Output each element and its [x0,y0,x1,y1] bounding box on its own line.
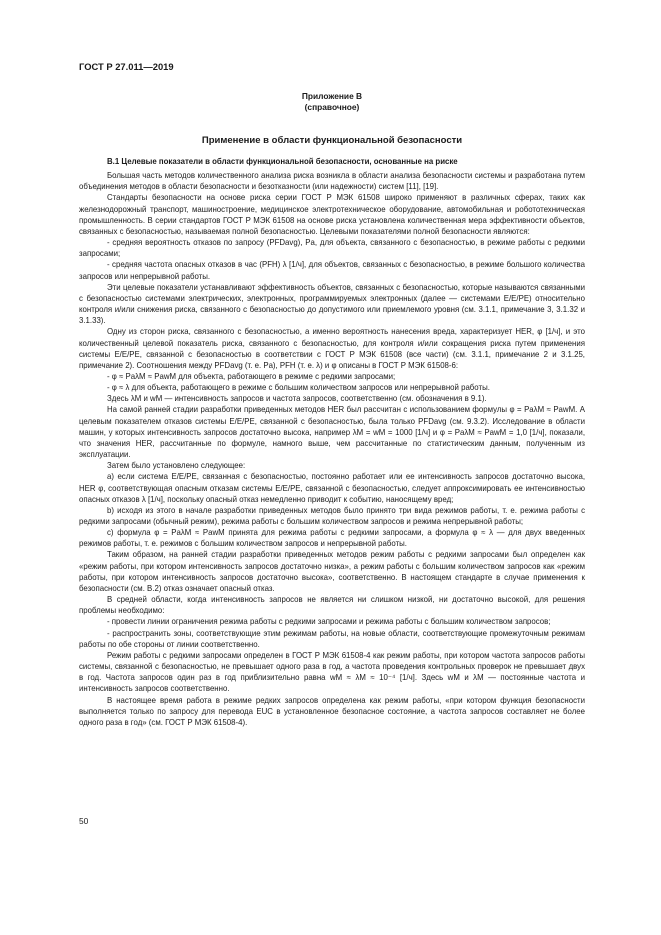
paragraph: - провести линии ограничения режима работы с редкими запросами и режима работы с большим количеством запросов; [107,617,551,627]
paragraph: а) если система E/E/PE, связанная с безопасностью, постоянно работает или ее интенсивность запросов достаточно высока, HER φ, соответствующая опасным отказам системы E/E/PE, связанной с безопасностью, следует аппроксимировать ее интенсивностью опасных отказов λ [1/ч], поскольку опасный отказ немедленно приводит к событию, наносящему вред; [79,472,585,504]
annex-title: Применение в области функциональной безопасности [201,135,463,146]
paragraph: Большая часть методов количественного анализа риска возникла в области анализа безопасности системы и разработана путем объединения методов в области безопасности и безотказности (или надежности) систем [11], [19]. [79,171,585,192]
paragraph: b) исходя из этого в начале разработки приведенных методов было принято три вида режимов работы, т. е. режима работы с редкими запросами (обычный режим), режима работы с большим количеством запросов и режима непрерывной работы; [79,505,585,526]
paragraph: - φ ≈ PaλM ≈ PawM для объекта, работающего в режиме с редкими запросами; [107,371,396,381]
annex-label: Приложение В [301,91,363,101]
paragraph: Режим работы с редкими запросами определен в ГОСТ Р МЭК 61508-4 как режим работы, при котором частота запросов работы системы, связанной с безопасностью, не превышает одного раза в год, а частота проведения контрольных проверок не превышает двух в год. Частота запросов один раз в год приблизительно равна wM ≈ λM ≈ 10⁻⁴ [1/ч]. Здесь wM и λM — постоянные частота и интенсивность запросов соответственно. [79,650,585,694]
paragraph: - φ ≈ λ для объекта, работающего в режиме с большим количеством запросов или непрерывной работы. [107,383,490,393]
paragraph: Одну из сторон риска, связанного с безопасностью, а именно вероятность нанесения вреда, характеризует HER, φ [1/ч], и это количественный целевой показатель риска, связанного с безопасностью, для контроля и/или сокращения риска путем применения системы E/E/PE, связанной с безопасностью в соответствии с ГОСТ Р МЭК 61508 (все части) (см. 3.1.1, примечание 2 и 3.1.25, примечание 2). Соотношения между PFDavg (т. е. Pa), PFH (т. е. λ) и φ описаны в ГОСТ Р МЭК 61508-6: [79,327,585,370]
annex-type: (справочное) [304,102,360,112]
paragraph: Стандарты безопасности на основе риска серии ГОСТ Р МЭК 61508 широко применяют в различных сферах, таких как железнодорожный транспорт, машиностроение, медицинское электротехническое оборудование, автомобильная и робототехническая промышленность. В серии стандартов ГОСТ Р МЭК 61508 на основе риска установлена количественная мера эффективности объектов, связанных с безопасностью, называемая полной безопасностью. Целевыми показателями полной безопасности являются: [79,193,585,236]
paragraph: c) формула φ = PaλM ≈ PawM принята для режима работы с редкими запросами, а формула φ ≈ λ — для двух введенных режимов работы, т. е. режимов с большим количеством запросов и непрерывной работы. [79,528,585,549]
paragraph: В настоящее время работа в режиме редких запросов определена как режим работы, «при котором функция безопасности выполняется только по запросу для перевода EUC в установленное безопасное состояние, а частота запросов составляет не более одного раза в год» (см. ГОСТ Р МЭК 61508-4). [79,695,585,727]
paragraph: - распространить зоны, соответствующие этим режимам работы, на новые области, соответствующие промежуточным режимам работы по обе стороны от линии соответственно. [79,628,585,649]
paragraph: - средняя вероятность отказов по запросу (PFDavg), Pa, для объекта, связанного с безопасностью, в режиме работы с редкими запросами; [79,238,585,259]
section-heading: В.1 Целевые показатели в области функциональной безопасности, основанные на риске [107,157,458,166]
document-body [79,156,585,728]
paragraph: В средней области, когда интенсивность запросов не является ни слишком низкой, ни достаточно высокой, для решения проблемы необходимо: [79,595,585,616]
paragraph: Таким образом, на ранней стадии разработки приведенных методов режим работы с редкими запросами был определен как «режим работы, при котором интенсивность запросов достаточно низка», а режим работы с большим количеством запросов как «режим работы, при котором интенсивность запросов достаточно высока», соответственно. В настоящем стандарте в случае применения к безопасности (см. В.2) отказ означает опасный отказ. [79,550,585,593]
paragraph: Затем было установлено следующее: [107,461,246,471]
page-number: 50 [79,816,89,826]
paragraph: Эти целевые показатели устанавливают эффективность объектов, связанных с безопасностью, которые называются связанными с безопасностью системами электрических, электронных, программируемых электронных (далее — системами E/E/PE) относительно контроля и/или снижения риска, связанного с безопасностью до допустимого или приемлемого уровня (см. 3.1.1, примечание 3, 3.1.32 и 3.1.33). [79,282,585,326]
paragraph: Здесь λM и wM — интенсивность запросов и частота запросов, соответственно (см. обозначения в 9.1). [107,394,487,404]
paragraph: На самой ранней стадии разработки приведенных методов HER был рассчитан с использованием формулы φ = PaλM ≈ PawM. А целевым показателем отказов системы E/E/PE, связанной с безопасностью, была только PFDavg (см. 9.3.2). Исследование в области машин, у которых интенсивность запросов достаточно высока, например λM = wM = 1000 [1/ч] и φ = PaλM ≈ PawM = 1,0 [1/ч], показали, что значения HER, рассчитанные по формуле, намного выше, чем рассчитанные по статистическим данным, полученным из эксплуатации. [79,405,585,460]
paragraph: - средняя частота опасных отказов в час (PFH) λ [1/ч], для объектов, связанных с безопасностью, в режиме большого количества запросов или непрерывной работы. [79,260,585,281]
annex-heading [79,91,585,113]
document-code: ГОСТ Р 27.011—2019 [79,61,174,72]
